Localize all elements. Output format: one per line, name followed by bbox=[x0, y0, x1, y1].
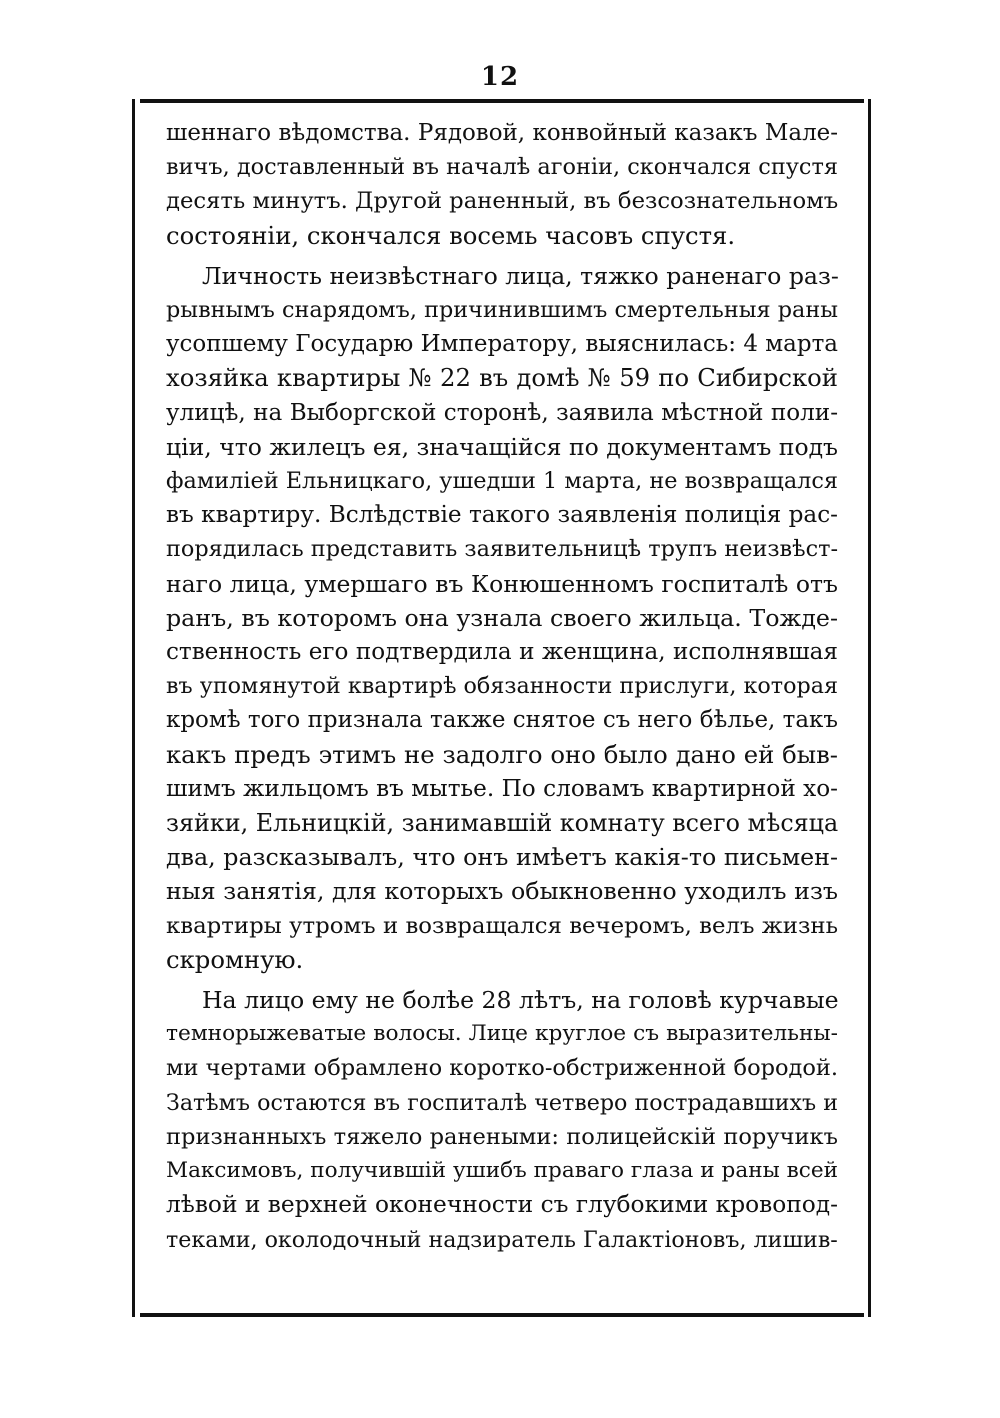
text-line: усопшему Государю Императору, выяснилась: 4 марта bbox=[166, 331, 838, 358]
text-line: наго лица, умершаго въ Конюшенномъ госпиталѣ отъ bbox=[166, 569, 838, 598]
text-line: зяйки, Ельницкій, занимавшій комнату всего мѣсяца bbox=[166, 809, 839, 838]
text-line: два, разсказывалъ, что онъ имѣетъ какія-то письмен- bbox=[166, 843, 838, 872]
text-line: состояніи, скончался восемь часовъ спустя. bbox=[166, 220, 736, 250]
paragraph bbox=[166, 259, 838, 977]
text-line: вичъ, доставленный въ началѣ агоніи, скончался спустя bbox=[166, 154, 838, 181]
text-line: какъ предъ этимъ не задолго оно было дано ей быв- bbox=[166, 739, 838, 769]
text-line: скромную. bbox=[166, 944, 304, 974]
text-line: Максимовъ, получившій ушибъ праваго глаза и раны всей bbox=[166, 1158, 838, 1184]
text-line: шеннаго вѣдомства. Рядовой, конвойный казакъ Мале- bbox=[166, 120, 838, 146]
text-line: улицѣ, на Выборгской сторонѣ, заявила мѣстной поли- bbox=[166, 399, 838, 426]
body-text bbox=[166, 116, 838, 1257]
text-line: Затѣмъ остаются въ госпиталѣ четверо пострадавшихъ и bbox=[166, 1089, 838, 1116]
text-line: ціи, что жилецъ ея, значащійся по документамъ подъ bbox=[166, 432, 838, 461]
text-line: шимъ жильцомъ въ мытье. По словамъ квартирной хо- bbox=[166, 775, 838, 802]
text-line: лѣвой и верхней оконечности съ глубокими кровопод- bbox=[166, 1191, 838, 1219]
text-line: ственность его подтвердила и женщина, исполнявшая bbox=[166, 639, 838, 666]
text-line: хозяйка квартиры № 22 въ домѣ № 59 по Сибирской bbox=[166, 363, 838, 393]
text-line: кромѣ того признала также снятое съ него бѣлье, такъ bbox=[166, 707, 838, 734]
text-line: темнорыжеватые волосы. Лице круглое съ выразительны- bbox=[166, 1021, 838, 1047]
text-line: На лицо ему не болѣе 28 лѣтъ, на головѣ курчавые bbox=[202, 986, 839, 1015]
text-line: ми чертами обрамлено коротко-обстриженной бородой. bbox=[166, 1055, 839, 1082]
text-line: ранъ, въ которомъ она узнала своего жильца. Тожде- bbox=[166, 603, 838, 632]
text-line: признанныхъ тяжело ранеными: полицейскій поручикъ bbox=[166, 1123, 838, 1150]
top-rule bbox=[140, 99, 864, 103]
text-line: въ упомянутой квартирѣ обязанности прислуги, которая bbox=[166, 673, 839, 700]
text-line: Личность неизвѣстнаго лица, тяжко раненаго раз- bbox=[202, 261, 839, 290]
text-line: порядилась представить заявительницѣ трупъ неизвѣст- bbox=[166, 536, 839, 563]
paragraph bbox=[166, 116, 838, 253]
left-border bbox=[132, 99, 135, 1317]
paragraph bbox=[166, 983, 838, 1257]
right-border bbox=[868, 99, 871, 1317]
text-line: въ квартиру. Вслѣдствіе такого заявленія полиція рас- bbox=[166, 502, 838, 529]
text-line: теками, околодочный надзиратель Галактіоновъ, лишив- bbox=[166, 1226, 838, 1253]
text-line: рывнымъ снарядомъ, причинившимъ смертельныя раны bbox=[166, 297, 838, 324]
text-line: ныя занятія, для которыхъ обыкновенно уходилъ изъ bbox=[166, 877, 838, 906]
text-line: десять минутъ. Другой раненный, въ безсознательномъ bbox=[166, 188, 839, 215]
page-number: 12 bbox=[480, 62, 520, 92]
text-line: фамиліей Ельницкаго, ушедши 1 марта, не возвращался bbox=[166, 468, 838, 495]
text-line: квартиры утромъ и возвращался вечеромъ, велъ жизнь bbox=[166, 912, 838, 939]
bottom-rule bbox=[140, 1313, 864, 1317]
